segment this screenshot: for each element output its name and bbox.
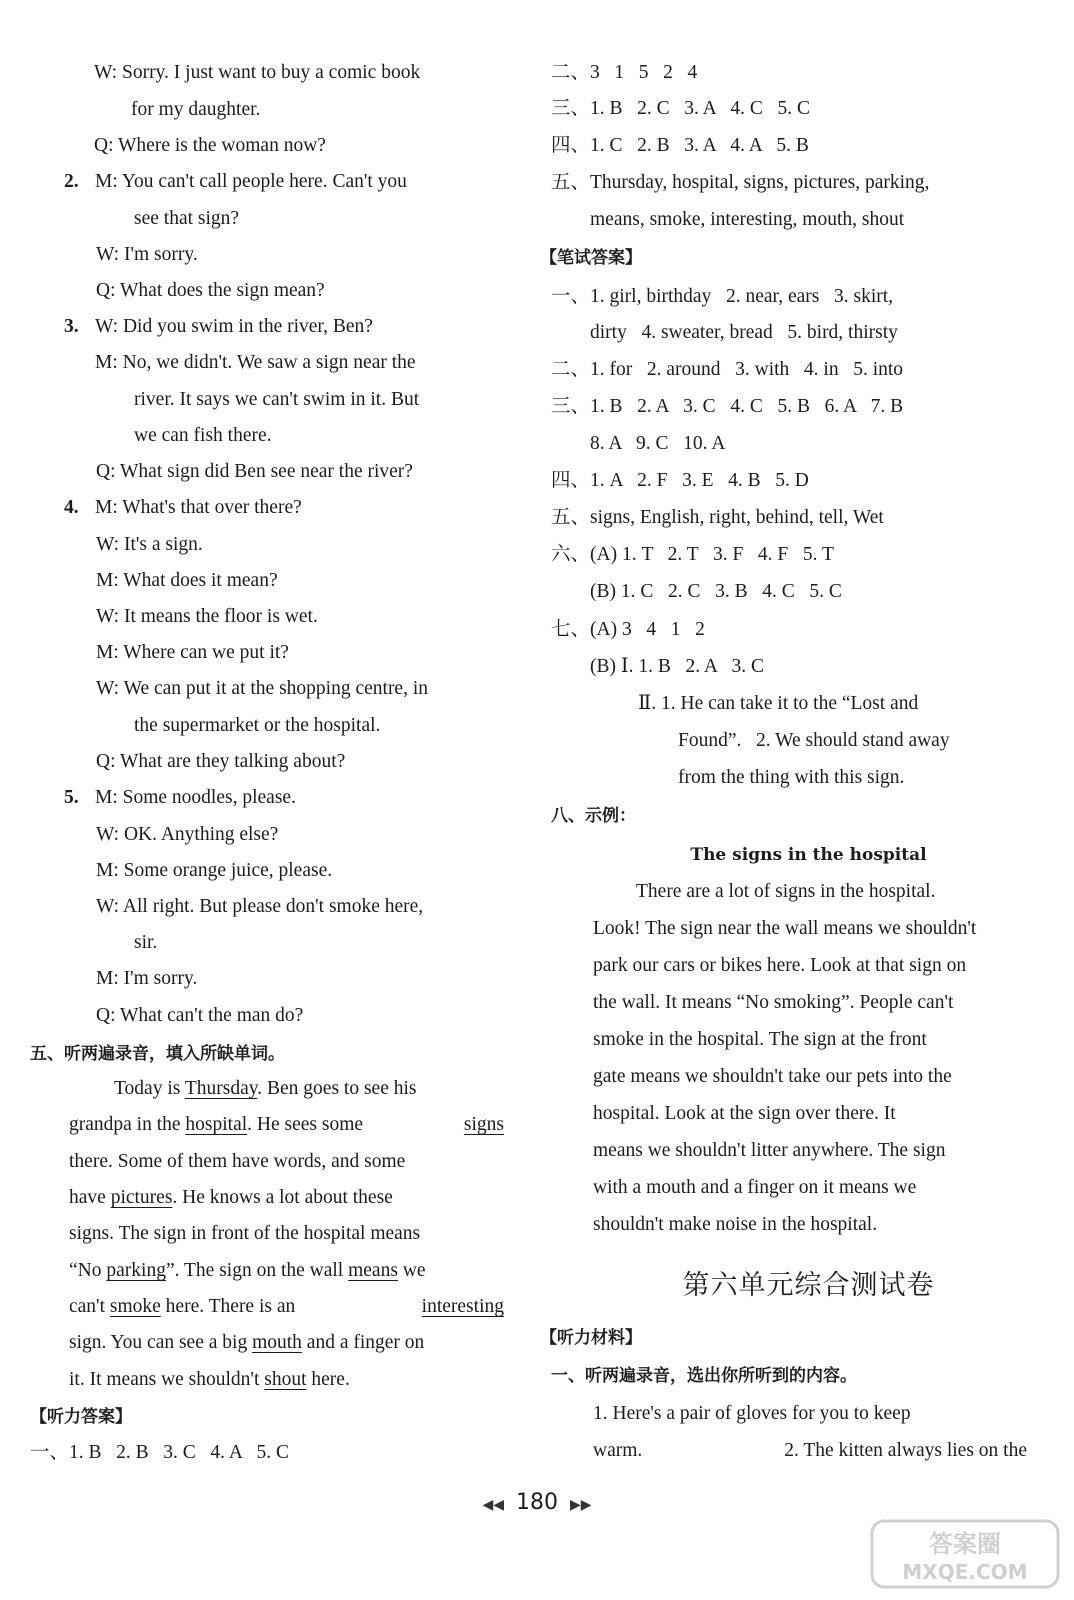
essay-line4: the wall. It means “No smoking”. People can't [593, 992, 954, 1013]
cloze-line8 [69, 1328, 424, 1358]
dialogue5-m-line2: M: Some orange juice, please. [96, 860, 333, 881]
dialogue2-w-line: W: I'm sorry. [96, 244, 198, 265]
written-row-1-line2: dirty 4. sweater, bread 5. bird, thirsty [590, 322, 898, 343]
written-row-3-line1: 三、1. B 2. A 3. C 4. C 5. B 6. A 7. B [551, 396, 904, 417]
cloze-line4 [69, 1183, 393, 1213]
svg-text:MXQE.COM: MXQE.COM [902, 1560, 1028, 1584]
page-footer [0, 1490, 1074, 1515]
dialogue1-w-line1: W: Sorry. I just want to buy a comic book [94, 62, 421, 83]
written-row-3-line2: 8. A 9. C 10. A [590, 433, 726, 454]
essay-line7: hospital. Look at the sign over there. It [593, 1103, 896, 1124]
written-row-1-line1: 一、1. girl, birthday 2. near, ears 3. skirt, [551, 286, 894, 307]
dialogue5-w-line2b: sir. [134, 932, 158, 953]
cloze-answer-hospital: hospital [185, 1114, 248, 1135]
essay-line1: There are a lot of signs in the hospital. [636, 881, 936, 902]
cloze-answer-smoke: smoke [109, 1296, 161, 1317]
written-row-7-line2: (B) Ⅰ. 1. B 2. A 3. C [590, 656, 765, 677]
cloze-line2 [69, 1110, 504, 1140]
dialogue5-question: Q: What can't the man do? [96, 1005, 304, 1026]
cloze-line9 [69, 1365, 350, 1395]
written-row-8-label: 八、示例： [551, 806, 636, 826]
written-row-7-line4: Found”. 2. We should stand away [678, 730, 950, 751]
written-row-6-line2: (B) 1. C 2. C 3. B 4. C 5. C [590, 581, 842, 602]
essay-line9: with a mouth and a finger on it means we [593, 1177, 917, 1198]
cloze-text: Today is [114, 1078, 185, 1099]
answer-row-3: 三、1. B 2. C 3. A 4. C 5. C [551, 98, 810, 119]
cloze-text: “No [69, 1260, 107, 1281]
answer-row-4: 四、1. C 2. B 3. A 4. A 5. B [551, 135, 809, 156]
listening-answers-heading: 【听力答案】 [30, 1407, 132, 1427]
essay-line5: smoke in the hospital. The sign at the front [593, 1029, 927, 1050]
dialogue3-m-line2: river. It says we can't swim in it. But [134, 389, 420, 410]
listening-material-instruction: 一、听两遍录音，选出你所听到的内容。 [551, 1366, 857, 1386]
watermark-icon [870, 1519, 1060, 1589]
written-row-2: 二、1. for 2. around 3. with 4. in 5. into [551, 359, 904, 380]
cloze-text: we [397, 1260, 426, 1281]
cloze-line6 [69, 1256, 426, 1286]
dialogue4-w-line3: W: We can put it at the shopping centre, in [96, 678, 429, 699]
answer-row-2: 二、3 1 5 2 4 [551, 62, 698, 83]
essay-title: The signs in the hospital [690, 845, 927, 865]
written-row-6-line1: 六、(A) 1. T 2. T 3. F 4. F 5. T [551, 544, 834, 565]
listening-material-item2: 2. The kitten always lies on the [784, 1440, 1027, 1461]
cloze-text: and a finger on [301, 1332, 425, 1353]
dialogue1-question: Q: Where is the woman now? [94, 135, 326, 156]
dialogue3-question: Q: What sign did Ben see near the river? [96, 461, 413, 482]
cloze-answer-shout: shout [264, 1369, 307, 1390]
cloze-text: here. [306, 1369, 350, 1390]
cloze-text: . Ben goes to see his [257, 1078, 417, 1099]
essay-line6: gate means we shouldn't take our pets into the [593, 1066, 952, 1087]
cloze-text: grandpa in the hospital. He sees some [69, 1114, 364, 1135]
cloze-text: can't smoke here. There is an [69, 1296, 296, 1317]
dialogue5-m-line3: M: I'm sorry. [96, 968, 198, 989]
cloze-answer-means: means [348, 1260, 398, 1281]
essay-line2: Look! The sign near the wall means we shouldn't [593, 918, 977, 939]
listening-material-text: warm. [593, 1440, 643, 1461]
cloze-text: . He knows a lot about these [172, 1187, 393, 1208]
dialogue4-m-line3: M: Where can we put it? [96, 642, 289, 663]
cloze-answer-mouth: mouth [252, 1332, 302, 1353]
cloze-answer-interesting: interesting [421, 1296, 504, 1317]
dialogue3-m-line1: M: No, we didn't. We saw a sign near the [95, 352, 416, 373]
answer-row-5-line2: means, smoke, interesting, mouth, shout [590, 209, 905, 230]
cloze-answer-signs: signs [463, 1114, 504, 1135]
cloze-line5: signs. The sign in front of the hospital means [69, 1223, 421, 1244]
dialogue2-m-line1: M: You can't call people here. Can't you [95, 171, 407, 192]
dialogue2-question: Q: What does the sign mean? [96, 280, 325, 301]
listening-material-item1: 1. Here's a pair of gloves for you to keep [593, 1403, 911, 1424]
answer-row-5-line1: 五、Thursday, hospital, signs, pictures, parking, [551, 172, 930, 193]
written-row-4: 四、1. A 2. F 3. E 4. B 5. D [551, 470, 809, 491]
written-row-7-line3: Ⅱ. 1. He can take it to the “Lost and [638, 693, 919, 714]
written-row-5: 五、signs, English, right, behind, tell, Wet [551, 507, 884, 528]
cloze-text: have [69, 1187, 111, 1208]
previous-page-icon[interactable]: ◀◀ [482, 1498, 504, 1513]
cloze-answer-thursday: Thursday [184, 1078, 258, 1099]
dialogue5-w-line1: W: OK. Anything else? [96, 824, 279, 845]
cloze-answer-pictures: pictures [110, 1187, 173, 1208]
dialogue5-m-line1: M: Some noodles, please. [95, 787, 296, 808]
dialogue4-w-line1: W: It's a sign. [96, 534, 203, 555]
svg-text:答案圈: 答案圈 [929, 1530, 1001, 1558]
cloze-line7 [69, 1292, 504, 1322]
essay-line3: park our cars or bikes here. Look at that sign on [593, 955, 967, 976]
dialogue2-number: 2. [64, 171, 79, 192]
dialogue5-w-line2: W: All right. But please don't smoke here, [96, 896, 424, 917]
dialogue4-number: 4. [64, 497, 79, 518]
listening-material-heading: 【听力材料】 [540, 1328, 642, 1348]
dialogue3-number: 3. [64, 316, 79, 337]
unit-test-title: 第六单元综合测试卷 [682, 1270, 935, 1301]
cloze-line1 [114, 1074, 416, 1104]
dialogue4-m-line2: M: What does it mean? [96, 570, 278, 591]
listening-answers-row1: 一、1. B 2. B 3. C 4. A 5. C [30, 1442, 289, 1463]
dialogue4-w-line2: W: It means the floor is wet. [96, 606, 318, 627]
written-answers-heading: 【笔试答案】 [540, 248, 642, 268]
written-row-7-line5: from the thing with this sign. [678, 767, 905, 788]
dialogue2-m-line2: see that sign? [134, 208, 240, 229]
listening-material-line2 [593, 1436, 1027, 1466]
cloze-text: it. It means we shouldn't [69, 1369, 265, 1390]
cloze-line3: there. Some of them have words, and some [69, 1151, 406, 1172]
dialogue1-w-line2: for my daughter. [131, 99, 261, 120]
dialogue4-question: Q: What are they talking about? [96, 751, 346, 772]
cloze-answer-parking: parking [106, 1260, 166, 1281]
section5-heading: 五、听两遍录音，填入所缺单词。 [30, 1044, 285, 1064]
written-row-7-line1: 七、(A) 3 4 1 2 [551, 619, 705, 640]
dialogue3-w-line: W: Did you swim in the river, Ben? [95, 316, 373, 337]
dialogue3-m-line3: we can fish there. [134, 425, 272, 446]
next-page-icon[interactable]: ▶▶ [570, 1498, 592, 1513]
cloze-text: sign. You can see a big [69, 1332, 253, 1353]
essay-line8: means we shouldn't litter anywhere. The sign [593, 1140, 946, 1161]
cloze-text: ”. The sign on the wall [165, 1260, 349, 1281]
essay-line10: shouldn't make noise in the hospital. [593, 1214, 878, 1235]
watermark-logo [870, 1519, 1060, 1594]
dialogue4-w-line3b: the supermarket or the hospital. [134, 715, 381, 736]
dialogue4-m-line1: M: What's that over there? [95, 497, 302, 518]
dialogue5-number: 5. [64, 787, 79, 808]
page-number: 180 [516, 1490, 558, 1515]
